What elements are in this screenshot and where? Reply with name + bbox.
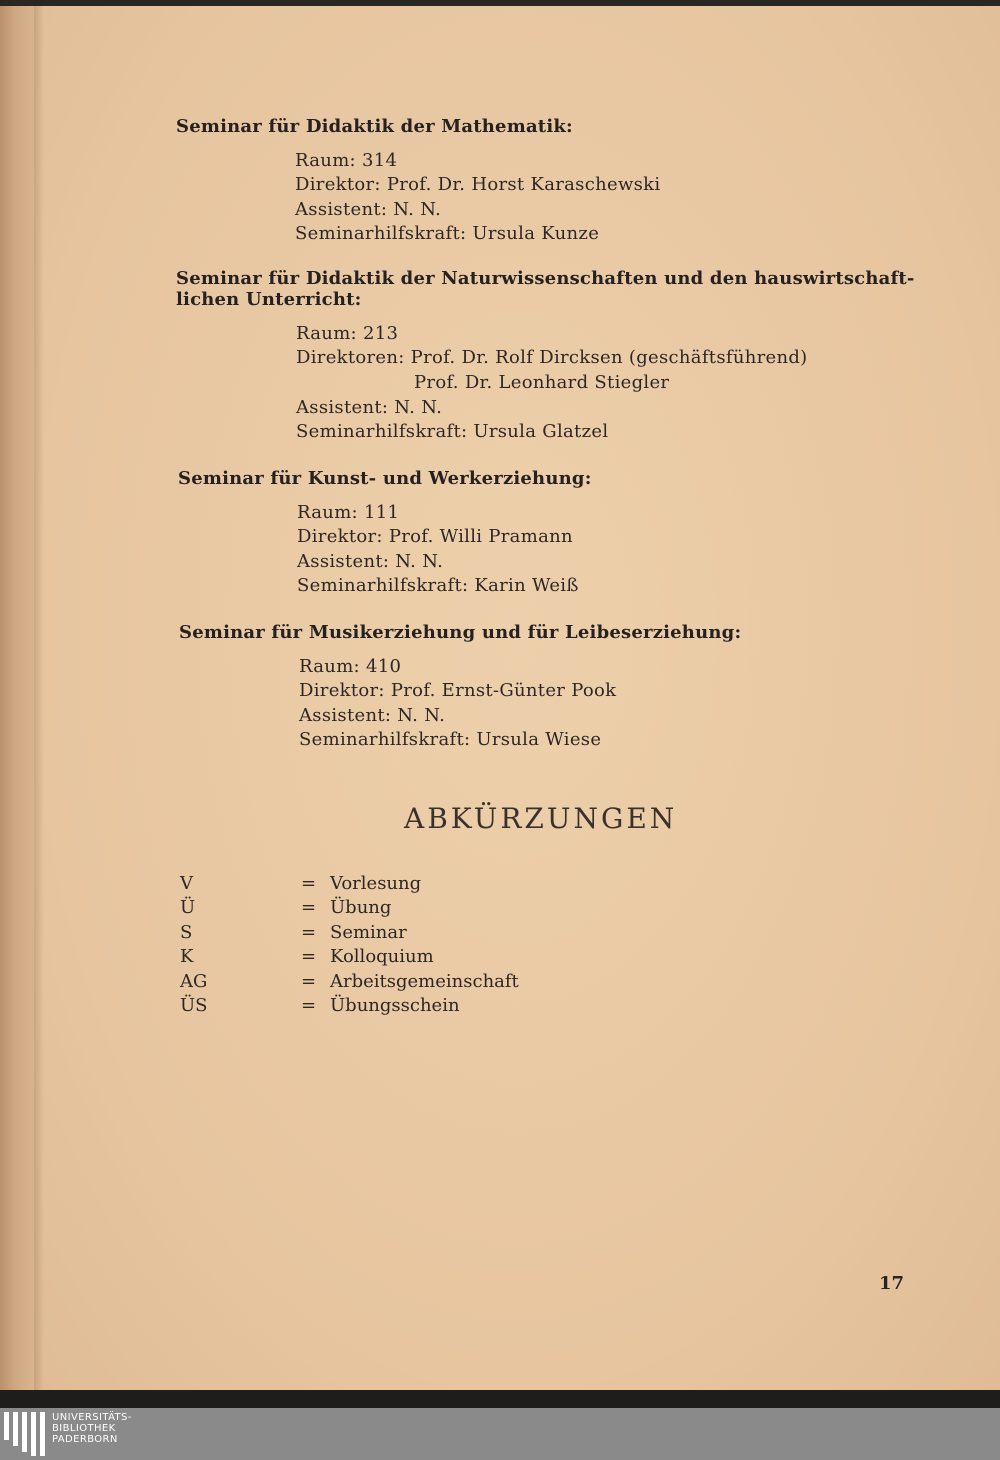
section-heading-kunst: Seminar für Kunst- und Werkerziehung:	[178, 468, 592, 489]
abbreviation-row	[180, 921, 780, 945]
abbreviation-key: Ü	[180, 897, 196, 918]
abbreviation-value: Übungsschein	[330, 995, 460, 1016]
section-raum: Raum: 213	[296, 323, 399, 344]
section-direktor: Direktoren: Prof. Dr. Rolf Dircksen (geschäftsführend)	[296, 347, 808, 368]
abbreviation-row	[180, 872, 780, 896]
abbreviation-key: AG	[180, 971, 208, 992]
library-logo-line: BIBLIOTHEK	[52, 1423, 116, 1434]
abbreviation-key: ÜS	[180, 995, 208, 1016]
abbreviation-row	[180, 945, 780, 969]
section-assistent: Assistent: N. N.	[295, 199, 442, 220]
book-page	[34, 6, 1000, 1390]
abbreviations-title: ABKÜRZUNGEN	[404, 802, 678, 835]
section-assistent: Assistent: N. N.	[297, 551, 444, 572]
abbreviation-value: Übung	[330, 897, 392, 918]
abbreviation-value: Arbeitsgemeinschaft	[330, 971, 519, 992]
library-logo-icon	[4, 1412, 48, 1456]
facing-page-edge	[0, 6, 34, 1390]
abbreviation-key: V	[180, 873, 193, 894]
section-heading-naturwissenschaften-cont: lichen Unterricht:	[176, 289, 362, 310]
section-raum: Raum: 410	[299, 656, 402, 677]
section-hilfskraft: Seminarhilfskraft: Karin Weiß	[297, 575, 579, 596]
abbreviation-key: K	[180, 946, 194, 967]
abbreviation-value: Kolloquium	[330, 946, 434, 967]
abbreviation-value: Seminar	[330, 922, 407, 943]
section-heading-mathematik: Seminar für Didaktik der Mathematik:	[176, 116, 573, 137]
section-assistent: Assistent: N. N.	[296, 397, 443, 418]
section-direktor-2: Prof. Dr. Leonhard Stiegler	[414, 372, 670, 393]
section-hilfskraft: Seminarhilfskraft: Ursula Wiese	[299, 729, 602, 750]
abbreviation-row	[180, 896, 780, 920]
library-footer	[0, 1408, 1000, 1460]
abbreviation-row	[180, 970, 780, 994]
library-logo-line: PADERBORN	[52, 1434, 118, 1445]
section-hilfskraft: Seminarhilfskraft: Ursula Kunze	[295, 223, 600, 244]
section-heading-naturwissenschaften: Seminar für Didaktik der Naturwissenschaften und den hauswirtschaft-	[176, 268, 915, 289]
page-number: 17	[879, 1273, 905, 1294]
abbreviation-equals: =	[301, 995, 317, 1016]
abbreviation-equals: =	[301, 897, 317, 918]
abbreviation-row	[180, 994, 780, 1018]
section-heading-musik: Seminar für Musikerziehung und für Leibeserziehung:	[179, 622, 742, 643]
section-raum: Raum: 314	[295, 150, 398, 171]
library-logo-line: UNIVERSITÄTS-	[52, 1412, 132, 1423]
abbreviation-key: S	[180, 922, 193, 943]
page-gutter-shadow	[34, 6, 44, 1390]
section-assistent: Assistent: N. N.	[299, 705, 446, 726]
section-direktor: Direktor: Prof. Willi Pramann	[297, 526, 573, 547]
abbreviation-equals: =	[301, 971, 317, 992]
abbreviation-equals: =	[301, 946, 317, 967]
scan-bottom-edge	[0, 1390, 1000, 1408]
section-direktor: Direktor: Prof. Dr. Horst Karaschewski	[295, 174, 661, 195]
section-direktor: Direktor: Prof. Ernst-Günter Pook	[299, 680, 617, 701]
section-hilfskraft: Seminarhilfskraft: Ursula Glatzel	[296, 421, 609, 442]
abbreviation-equals: =	[301, 922, 317, 943]
abbreviation-equals: =	[301, 873, 317, 894]
section-raum: Raum: 111	[297, 502, 400, 523]
abbreviation-value: Vorlesung	[330, 873, 422, 894]
library-logo-text	[52, 1412, 132, 1445]
